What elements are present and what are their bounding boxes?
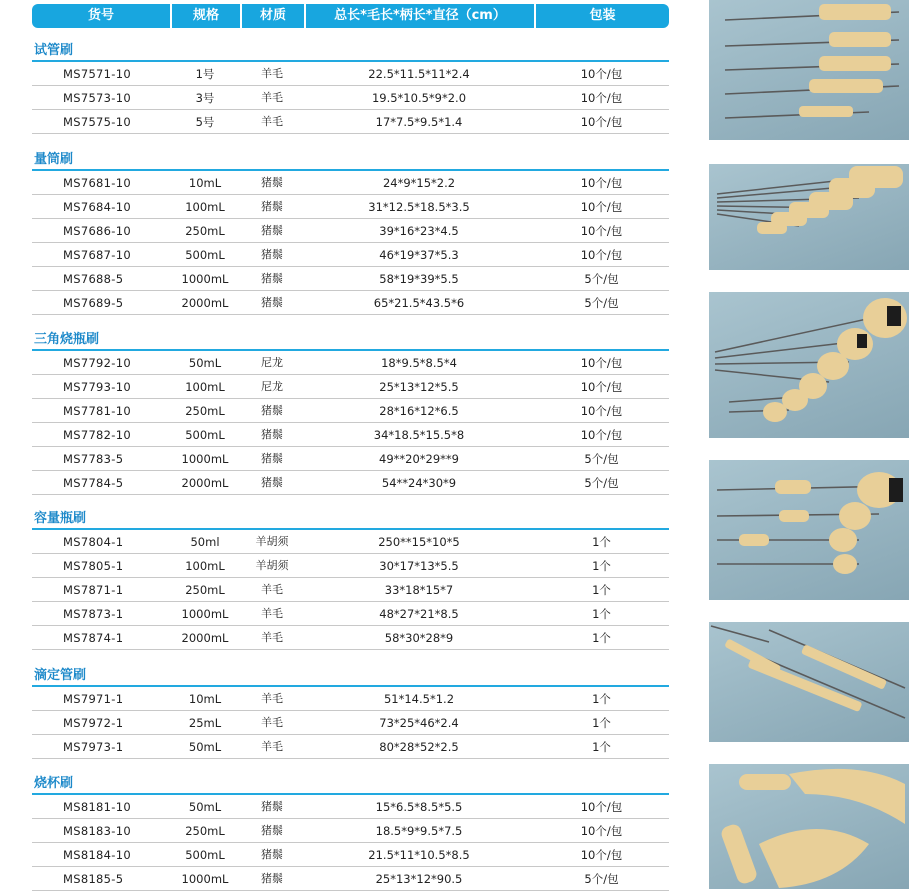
- product-packaging: 10个/包: [580, 200, 623, 214]
- section-title: 烧杯刷: [32, 774, 669, 795]
- product-material: 羊毛: [261, 692, 283, 705]
- product-dimensions: 15*6.5*8.5*5.5: [375, 800, 463, 814]
- beaker-brush-photo: [709, 764, 909, 889]
- product-material: 羊胡须: [255, 535, 289, 548]
- product-spec: 2000mL: [181, 476, 229, 490]
- test-tube-brush-photo: [709, 0, 909, 140]
- product-code: MS8185-5: [63, 872, 124, 886]
- product-code: MS8184-10: [63, 848, 131, 862]
- product-code: MS7873-1: [63, 607, 124, 621]
- table-row: [32, 423, 669, 447]
- product-code: MS7804-1: [63, 535, 124, 549]
- product-dimensions: 39*16*23*4.5: [379, 224, 459, 238]
- table-row: [32, 219, 669, 243]
- section-0: [32, 41, 669, 134]
- product-dimensions: 25*13*12*5.5: [379, 380, 459, 394]
- table-row: [32, 687, 669, 711]
- product-spec: 250mL: [185, 824, 225, 838]
- table-row: [32, 626, 669, 650]
- volumetric-flask-brush-photo: [709, 460, 909, 600]
- product-packaging: 10个/包: [580, 176, 623, 190]
- product-code: MS7973-1: [63, 740, 124, 754]
- table-row: [32, 291, 669, 315]
- product-packaging: 10个/包: [580, 380, 623, 394]
- product-packaging: 1个: [592, 535, 611, 549]
- product-dimensions: 25*13*12*90.5: [375, 872, 463, 886]
- section-title: 量筒刷: [32, 150, 669, 171]
- product-packaging: 1个: [592, 716, 611, 730]
- product-dimensions: 33*18*15*7: [384, 583, 454, 597]
- product-packaging: 1个: [592, 692, 611, 706]
- product-packaging: 5个/包: [584, 872, 619, 886]
- product-spec: 2000mL: [181, 296, 229, 310]
- product-material: 猪鬃: [261, 428, 283, 441]
- product-dimensions: 73*25*46*2.4: [379, 716, 459, 730]
- product-dimensions: 65*21.5*43.5*6: [373, 296, 465, 310]
- product-code: MS7687-10: [63, 248, 131, 262]
- product-packaging: 10个/包: [580, 404, 623, 418]
- product-material: 羊毛: [261, 67, 283, 80]
- product-spec: 1000mL: [181, 872, 229, 886]
- product-dimensions: 250**15*10*5: [378, 535, 460, 549]
- product-spec: 1号: [195, 67, 215, 81]
- table-row: [32, 578, 669, 602]
- burette-brush-photo: [709, 622, 909, 742]
- product-code: MS8183-10: [63, 824, 131, 838]
- product-packaging: 5个/包: [584, 476, 619, 490]
- table-row: [32, 243, 669, 267]
- product-spec: 500mL: [185, 428, 225, 442]
- section-3: [32, 509, 669, 650]
- product-spec: 50mL: [188, 356, 222, 370]
- product-dimensions: 17*7.5*9.5*1.4: [375, 115, 463, 129]
- product-material: 猪鬃: [261, 296, 283, 309]
- product-code: MS7792-10: [63, 356, 131, 370]
- table-row: [32, 554, 669, 578]
- product-dimensions: 24*9*15*2.2: [382, 176, 456, 190]
- product-material: 羊毛: [261, 115, 283, 128]
- product-dimensions: 18*9.5*8.5*4: [381, 356, 457, 370]
- product-material: 羊毛: [261, 91, 283, 104]
- product-material: 羊毛: [261, 631, 283, 644]
- product-material: 猪鬃: [261, 872, 283, 885]
- product-code: MS7782-10: [63, 428, 131, 442]
- product-spec: 100mL: [185, 200, 225, 214]
- product-dimensions: 22.5*11.5*11*2.4: [368, 67, 470, 81]
- header-code: 货号: [87, 8, 114, 23]
- product-code: MS7681-10: [63, 176, 131, 190]
- product-packaging: 10个/包: [580, 848, 623, 862]
- product-code: MS8181-10: [63, 800, 131, 814]
- product-code: MS7784-5: [63, 476, 124, 490]
- table-row: [32, 447, 669, 471]
- table-row: [32, 735, 669, 759]
- product-material: 猪鬃: [261, 800, 283, 813]
- product-packaging: 1个: [592, 559, 611, 573]
- header-dimensions: 总长*毛长*柄长*直径（cm）: [304, 4, 534, 28]
- table-row: [32, 171, 669, 195]
- product-spec: 10mL: [188, 692, 222, 706]
- product-material: 猪鬃: [261, 476, 283, 489]
- header-spec: 规格: [170, 4, 240, 28]
- product-dimensions: 30*17*13*5.5: [379, 559, 459, 573]
- table-row: [32, 602, 669, 626]
- table-row: [32, 375, 669, 399]
- product-spec: 1000mL: [181, 272, 229, 286]
- product-packaging: 10个/包: [580, 800, 623, 814]
- product-packaging: 10个/包: [580, 115, 623, 129]
- product-material: 羊胡须: [255, 559, 289, 572]
- product-packaging: 5个/包: [584, 452, 619, 466]
- product-material: 尼龙: [261, 380, 283, 393]
- product-code: MS7871-1: [63, 583, 124, 597]
- section-5: [32, 774, 669, 891]
- section-2: [32, 330, 669, 495]
- product-code: MS7783-5: [63, 452, 124, 466]
- section-title: 滴定管刷: [32, 666, 669, 687]
- product-material: 羊毛: [261, 740, 283, 753]
- product-code: MS7805-1: [63, 559, 124, 573]
- table-row: [32, 795, 669, 819]
- product-spec: 3号: [195, 91, 215, 105]
- product-spec: 1000mL: [181, 452, 229, 466]
- product-code: MS7689-5: [63, 296, 124, 310]
- product-packaging: 10个/包: [580, 824, 623, 838]
- product-spec: 5号: [195, 115, 215, 129]
- table-row: [32, 471, 669, 495]
- table-header: [32, 4, 669, 28]
- product-spec: 2000mL: [181, 631, 229, 645]
- table-row: [32, 399, 669, 423]
- product-code: MS7781-10: [63, 404, 131, 418]
- product-spec: 50mL: [188, 740, 222, 754]
- product-spec: 500mL: [185, 848, 225, 862]
- header-material: 材质: [240, 4, 304, 28]
- product-code: MS7971-1: [63, 692, 124, 706]
- product-spec: 250mL: [185, 583, 225, 597]
- table-row: [32, 267, 669, 291]
- product-material: 羊毛: [261, 583, 283, 596]
- header-packaging: 包装: [534, 4, 669, 28]
- product-packaging: 10个/包: [580, 248, 623, 262]
- product-material: 羊毛: [261, 716, 283, 729]
- table-row: [32, 530, 669, 554]
- table-row: [32, 195, 669, 219]
- product-dimensions: 46*19*37*5.3: [379, 248, 459, 262]
- product-packaging: 5个/包: [584, 296, 619, 310]
- product-spec: 250mL: [185, 224, 225, 238]
- product-material: 猪鬃: [261, 224, 283, 237]
- product-material: 猪鬃: [261, 248, 283, 261]
- product-packaging: 10个/包: [580, 91, 623, 105]
- table-row: [32, 351, 669, 375]
- product-spec: 250mL: [185, 404, 225, 418]
- product-code: MS7874-1: [63, 631, 124, 645]
- table-row: [32, 110, 669, 134]
- table-row: [32, 711, 669, 735]
- product-spec: 50mL: [188, 800, 222, 814]
- table-row: [32, 62, 669, 86]
- product-material: 猪鬃: [261, 824, 283, 837]
- product-code: MS7686-10: [63, 224, 131, 238]
- product-dimensions: 48*27*21*8.5: [379, 607, 459, 621]
- product-spec: 100mL: [185, 380, 225, 394]
- product-code: MS7688-5: [63, 272, 124, 286]
- product-material: 猪鬃: [261, 848, 283, 861]
- product-dimensions: 31*12.5*18.5*3.5: [368, 200, 470, 214]
- product-packaging: 10个/包: [580, 428, 623, 442]
- section-4: [32, 666, 669, 759]
- product-material: 猪鬃: [261, 272, 283, 285]
- product-dimensions: 18.5*9*9.5*7.5: [375, 824, 463, 838]
- product-code: MS7571-10: [63, 67, 131, 81]
- product-code: MS7684-10: [63, 200, 131, 214]
- product-material: 猪鬃: [261, 404, 283, 417]
- product-dimensions: 58*19*39*5.5: [379, 272, 459, 286]
- section-title: 试管刷: [32, 41, 669, 62]
- section-title: 三角烧瓶刷: [32, 330, 669, 351]
- product-code: MS7575-10: [63, 115, 131, 129]
- product-spec: 1000mL: [181, 607, 229, 621]
- table-row: [32, 86, 669, 110]
- product-spec: 25mL: [188, 716, 222, 730]
- product-dimensions: 58*30*28*9: [384, 631, 454, 645]
- product-packaging: 1个: [592, 740, 611, 754]
- product-dimensions: 54**24*30*9: [381, 476, 457, 490]
- product-dimensions: 28*16*12*6.5: [379, 404, 459, 418]
- product-material: 尼龙: [261, 356, 283, 369]
- product-spec: 100mL: [185, 559, 225, 573]
- product-spec: 10mL: [188, 176, 222, 190]
- product-dimensions: 34*18.5*15.5*8: [373, 428, 465, 442]
- product-packaging: 10个/包: [580, 356, 623, 370]
- product-packaging: 1个: [592, 607, 611, 621]
- cylinder-brush-photo: [709, 164, 909, 270]
- product-packaging: 1个: [592, 631, 611, 645]
- product-material: 猪鬃: [261, 452, 283, 465]
- product-code: MS7972-1: [63, 716, 124, 730]
- product-material: 猪鬃: [261, 200, 283, 213]
- product-material: 羊毛: [261, 607, 283, 620]
- product-material: 猪鬃: [261, 176, 283, 189]
- flask-brush-photo: [709, 292, 909, 438]
- product-dimensions: 80*28*52*2.5: [379, 740, 459, 754]
- product-code: MS7793-10: [63, 380, 131, 394]
- table-row: [32, 819, 669, 843]
- table-row: [32, 843, 669, 867]
- product-packaging: 10个/包: [580, 67, 623, 81]
- product-spec: 50ml: [190, 535, 220, 549]
- product-dimensions: 19.5*10.5*9*2.0: [371, 91, 467, 105]
- product-code: MS7573-10: [63, 91, 131, 105]
- product-packaging: 5个/包: [584, 272, 619, 286]
- product-packaging: 10个/包: [580, 224, 623, 238]
- section-1: [32, 150, 669, 315]
- product-dimensions: 49**20*29**9: [379, 452, 459, 466]
- product-spec: 500mL: [185, 248, 225, 262]
- table-row: [32, 867, 669, 891]
- section-title: 容量瓶刷: [32, 509, 669, 530]
- product-packaging: 1个: [592, 583, 611, 597]
- product-dimensions: 51*14.5*1.2: [383, 692, 455, 706]
- product-dimensions: 21.5*11*10.5*8.5: [368, 848, 470, 862]
